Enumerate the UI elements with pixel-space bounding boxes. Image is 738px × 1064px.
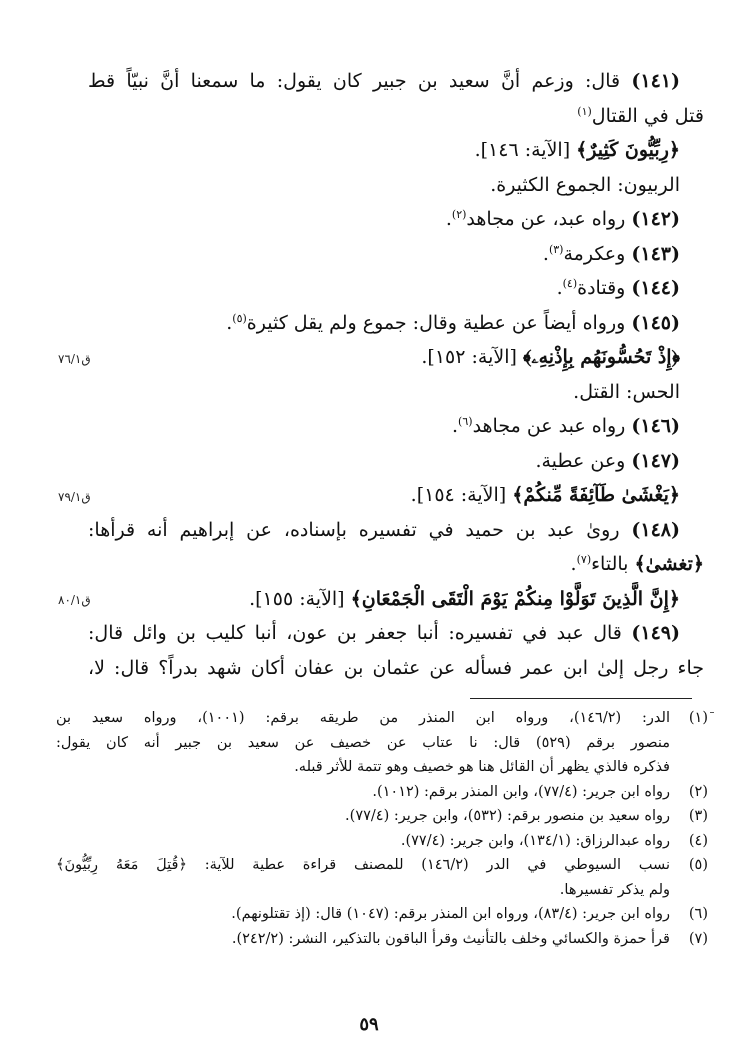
footnote-number: (٢) [688, 783, 708, 800]
text-line [88, 99, 704, 134]
manuscript-margin-ref: ق٧٩/١ [58, 490, 91, 504]
footnote-continuation [56, 731, 708, 756]
quran-verse: ﴿رِبِّيُّونَ كَثِيرٌ﴾ [576, 139, 680, 161]
footnote-marker: (١) [577, 104, 592, 118]
verse-ref: [الآية: ١٤٦]. [474, 139, 577, 161]
verse-heading [88, 340, 704, 375]
footnote-text: رواه عبدالرزاق: (١٣٤/١)، وابن جرير: (٧٧/٤). [400, 832, 670, 849]
verse-ref: [الآية: ١٥٤]. [410, 484, 513, 506]
footnote-text: منصور برقم (٥٢٩) قال: نا عتاب عن خصيف عن سعيد بن جبير أنه كان يقول: [56, 734, 670, 751]
narration-number: (١٤٨) [631, 518, 680, 541]
footnote-text: رواه ابن جرير: (٨٣/٤)، ورواه ابن المنذر برقم: (١٠٤٧) قال: (إذ تقتلونهم). [231, 906, 670, 922]
text-line [88, 271, 704, 306]
line-text: ورواه أيضاً عن عطية وقال: جموع ولم يقل كثيرة [246, 311, 632, 334]
text-line [88, 237, 704, 272]
line-tail: . [570, 553, 577, 575]
footnote-text: فذكره فالذي يظهر أن القائل هنا هو خصيف وهو تتمة للأثر قبله. [294, 759, 670, 775]
verse-heading [88, 582, 704, 617]
footnotes [56, 706, 708, 951]
text-line [88, 64, 704, 99]
quran-verse: ﴿إِنَّ الَّذِينَ تَوَلَّوْا مِنكُمْ يَوْمَ الْتَقَى الْجَمْعَانِ﴾ [350, 587, 680, 610]
narration-number: (١٤٧) [631, 449, 680, 472]
footnote-marker: (٤) [562, 277, 578, 290]
footnote [56, 927, 708, 952]
main-text [88, 64, 704, 685]
footnote-text: نسب السيوطي في الدر (١٤٦/٢) للمصنف قراءة عطية للآية: ﴿قُتِلَ مَعَهُ رِبِّيُّونَ﴾ [56, 857, 670, 873]
narration-number: (١٤٣) [631, 242, 680, 265]
narration-number: (١٤٥) [631, 311, 680, 334]
line-text: رواه عبد عن مجاهد [472, 415, 632, 437]
line-text: قتل في القتال [591, 104, 704, 127]
footnote-number: (٤) [688, 832, 708, 849]
footnote-number: (٥) [688, 857, 708, 873]
line-tail: . [226, 311, 233, 334]
narration-number: (١٤٢) [631, 208, 680, 230]
footnote-number: (٧) [688, 930, 708, 947]
line-tail: . [556, 277, 563, 299]
footnote-number: (١) [688, 710, 708, 726]
line-text: وعكرمة [563, 242, 632, 265]
manuscript-margin-ref: ق٧٦/١ [58, 352, 91, 366]
text-line [88, 547, 704, 582]
footnote [56, 853, 708, 878]
line-text: وعن عطية. [535, 449, 632, 472]
footnote [56, 780, 708, 805]
footnote [56, 804, 708, 829]
footnote-text: الدر: (١٤٦/٢)، ورواه ابن المنذر من طريقه برقم: (١٠٠١)، ورواه سعيد بن [56, 710, 670, 726]
footnote-marker: (٦) [458, 415, 473, 428]
footnote-number: (٣) [688, 808, 708, 824]
line-text: الحس: القتل. [573, 380, 680, 403]
line-tail: . [445, 208, 452, 230]
quran-verse: ﴿إِذْ تَحُسُّونَهُم بِإِذْنِهِۦ﴾ [522, 346, 680, 368]
text-line [88, 444, 704, 479]
footnote-number: (٦) [688, 906, 708, 922]
manuscript-margin-ref: ق٨٠/١ [58, 593, 91, 607]
text-line [88, 202, 704, 237]
footnote-text: ولم يذكر تفسيرها. [559, 881, 670, 898]
footnote [56, 706, 708, 731]
text-line [88, 651, 704, 686]
footnote-marker: (٥) [232, 311, 247, 325]
line-tail: . [542, 242, 549, 265]
verse-heading [88, 478, 704, 513]
footnote-marker: (٧) [576, 553, 592, 566]
footnote-text: رواه ابن جرير: (٧٧/٤)، وابن المنذر برقم: (١٠١٢). [372, 783, 670, 800]
line-text: رواه عبد، عن مجاهد [466, 208, 632, 230]
footnote-continuation [56, 755, 708, 780]
footnote-marker: (٢) [451, 208, 467, 221]
margin-mark [710, 712, 714, 713]
line-text: قال: وزعم أنَّ سعيد بن جبير كان يقول: ما سمعنا أنَّ نبيّاً قط [88, 70, 632, 92]
text-line [88, 513, 704, 548]
narration-number: (١٤٩) [631, 622, 680, 644]
narration-number: (١٤١) [631, 70, 680, 92]
verse-ref: [الآية: ١٥٥]. [249, 587, 351, 610]
line-text: روىٰ عبد بن حميد في تفسيره بإسناده، عن إبراهيم أنه قرأها: [88, 518, 632, 541]
narration-number: (١٤٤) [631, 277, 680, 299]
text-line [88, 168, 704, 203]
text-line [88, 409, 704, 444]
footnote-marker: (٣) [548, 242, 564, 256]
verse-heading [88, 133, 704, 168]
footnote [56, 829, 708, 854]
verse-ref: [الآية: ١٥٢]. [421, 346, 523, 368]
footnote-separator [470, 698, 692, 699]
quran-verse: ﴿يَغْشَىٰ طَآئِفَةً مِّنكُمْ﴾ [512, 484, 680, 506]
quran-verse: ﴿تغشىٰ﴾ [634, 553, 704, 575]
narration-number: (١٤٦) [631, 415, 680, 437]
line-tail: . [452, 415, 459, 437]
footnote-continuation [56, 878, 708, 903]
text-line [88, 375, 704, 410]
line-text: بالتاء [591, 553, 635, 575]
line-text: الربيون: الجموع الكثيرة. [490, 173, 680, 196]
footnote-text: قرأ حمزة والكسائي وخلف بالتأنيث وقرأ الباقون بالتذكير، النشر: (٢٤٢/٢). [231, 930, 670, 947]
footnote [56, 902, 708, 927]
footnote-text: رواه سعيد بن منصور برقم: (٥٣٢)، وابن جرير: (٧٧/٤). [345, 808, 670, 824]
text-line [88, 306, 704, 341]
line-text: وقتادة [577, 277, 632, 299]
line-text: جاء رجل إلىٰ ابن عمر فسأله عن عثمان بن عفان أكان شهد بدراً؟ قال: لا، [88, 656, 704, 679]
line-text: قال عبد في تفسيره: أنبا جعفر بن عون، أنبا كليب بن وائل قال: [88, 622, 632, 644]
text-line [88, 616, 704, 651]
page-number: ٥٩ [359, 1014, 379, 1035]
